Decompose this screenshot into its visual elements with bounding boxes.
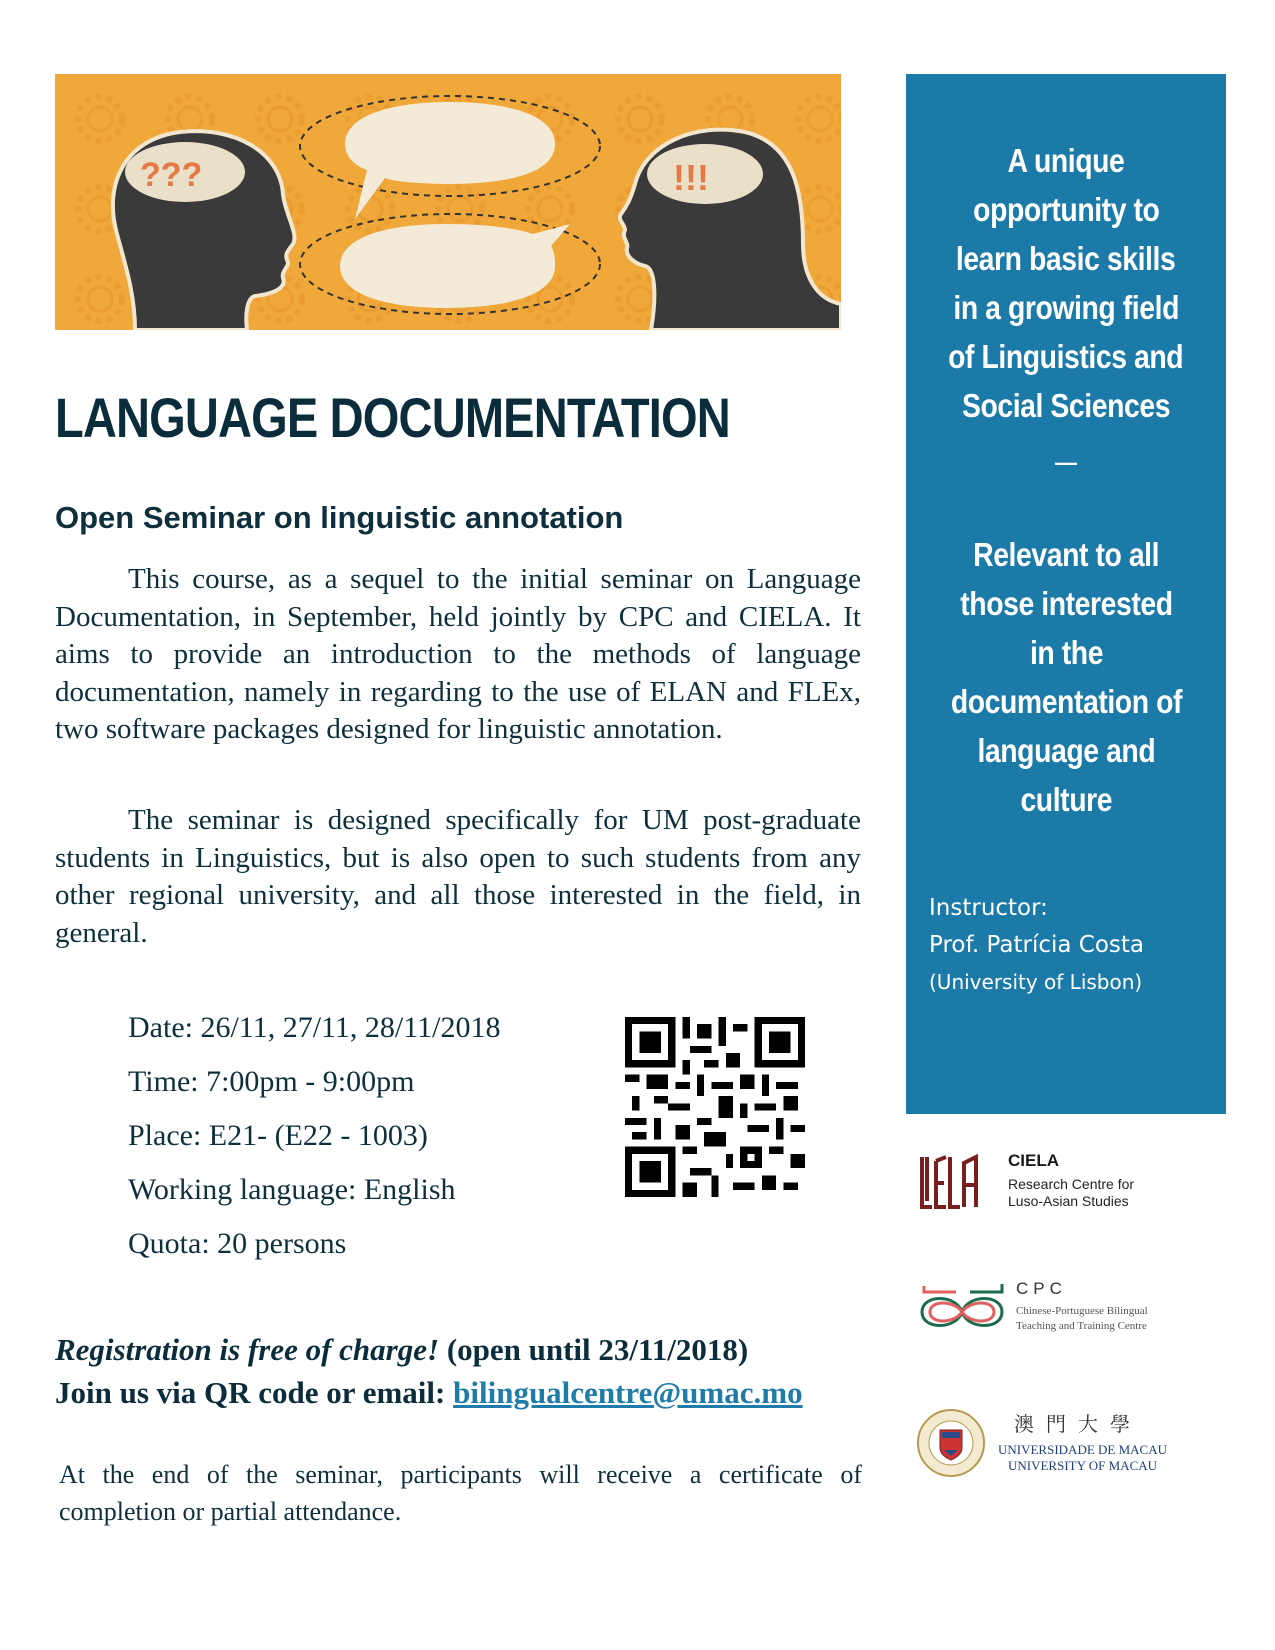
email-link[interactable]: bilingualcentre@umac.mo: [453, 1375, 803, 1410]
ciela-desc-line: Research Centre for: [1008, 1176, 1135, 1192]
um-seal-icon: [916, 1408, 986, 1478]
sidebar-line: in a growing field: [953, 289, 1179, 326]
sidebar-line: documentation of: [950, 683, 1182, 720]
join-line: [55, 1371, 803, 1414]
sidebar-line: A unique: [1007, 142, 1125, 179]
description-paragraph: This course, as a sequel to the initial seminar on Language Documentation, in September, held jointly by CPC and CIELA. It aims to provide an introduction to the methods of language documentation, namely in regarding to the use of ELAN and FLEx, two software packages designed for linguistic annotation.: [55, 563, 861, 745]
ciela-desc-line: Luso-Asian Studies: [1008, 1193, 1129, 1209]
sidebar-line: culture: [1020, 781, 1112, 818]
sidebar-line: in the: [1029, 634, 1103, 671]
ciela-emblem-icon: [918, 1151, 980, 1213]
conversation-illustration: [55, 74, 841, 330]
registration-line: [55, 1328, 803, 1371]
subtitle: Open Seminar on linguistic annotation: [55, 500, 624, 535]
audience-paragraph: The seminar is designed specifically for UM post-graduate students in Linguistics, but is also open to such students from any other regional university, and all those interested in the field, in general.: [55, 804, 861, 949]
opportunity-text: [906, 136, 1226, 430]
highlight-sidebar: [906, 74, 1226, 1114]
time-line: Time: 7:00pm - 9:00pm: [128, 1065, 415, 1098]
cpc-knot-icon: [916, 1278, 1008, 1336]
open-until-text: (open until 23/11/2018): [439, 1332, 749, 1367]
cpc-desc-line: Chinese-Portuguese Bilingual: [1016, 1305, 1148, 1317]
cpc-name: CPC: [1016, 1279, 1067, 1298]
svg-text:???: ???: [140, 156, 203, 194]
free-of-charge-text: Registration is free of charge!: [55, 1332, 440, 1367]
instructor-affiliation: (University of Lisbon): [929, 970, 1143, 994]
cpc-desc-line: Teaching and Training Centre: [1016, 1320, 1147, 1332]
sidebar-divider: —: [1055, 450, 1077, 475]
svg-text:!!!: !!!: [673, 157, 709, 198]
instructor-name: Prof. Patrícia Costa: [929, 932, 1144, 958]
sidebar-line: those interested: [959, 585, 1173, 622]
instructor-info: [929, 890, 1144, 1001]
quota-line: Quota: 20 persons: [128, 1227, 347, 1260]
relevance-text: [906, 530, 1226, 824]
qr-code-icon: [625, 1016, 805, 1198]
certificate-note: At the end of the seminar, participants will receive a certificate of completion or partial attendance.: [59, 1460, 862, 1526]
banner-illustration: [55, 74, 841, 330]
cpc-logo: [916, 1276, 1172, 1346]
language-line: Working language: English: [128, 1173, 456, 1206]
sidebar-line: Social Sciences: [961, 387, 1171, 424]
ciela-description: [1008, 1176, 1134, 1210]
sidebar-line: of Linguistics and: [948, 338, 1184, 375]
event-details: [128, 1010, 500, 1280]
um-english-name: UNIVERSITY OF MACAU: [1008, 1458, 1158, 1473]
registration-qr-code[interactable]: [625, 1016, 805, 1198]
um-portuguese-name: UNIVERSIDADE DE MACAU: [998, 1442, 1167, 1457]
date-line: Date: 26/11, 27/11, 28/11/2018: [128, 1011, 501, 1044]
page-title: LANGUAGE DOCUMENTATION: [55, 386, 730, 449]
ciela-name: CIELA: [1008, 1151, 1059, 1170]
um-chinese-name: 澳門大學: [1014, 1414, 1142, 1436]
ciela-logo: [916, 1143, 1172, 1223]
place-line: Place: E21- (E22 - 1003): [128, 1119, 428, 1152]
instructor-label: Instructor:: [929, 895, 1048, 921]
registration-info: [55, 1328, 803, 1414]
sidebar-line: language and: [977, 732, 1155, 769]
university-of-macau-logo: [916, 1406, 1172, 1486]
sidebar-line: opportunity to: [972, 191, 1160, 228]
cpc-description: [1016, 1304, 1148, 1334]
sidebar-line: Relevant to all: [973, 536, 1159, 573]
sidebar-line: learn basic skills: [956, 240, 1176, 277]
join-prefix-text: Join us via QR code or email:: [55, 1375, 454, 1410]
